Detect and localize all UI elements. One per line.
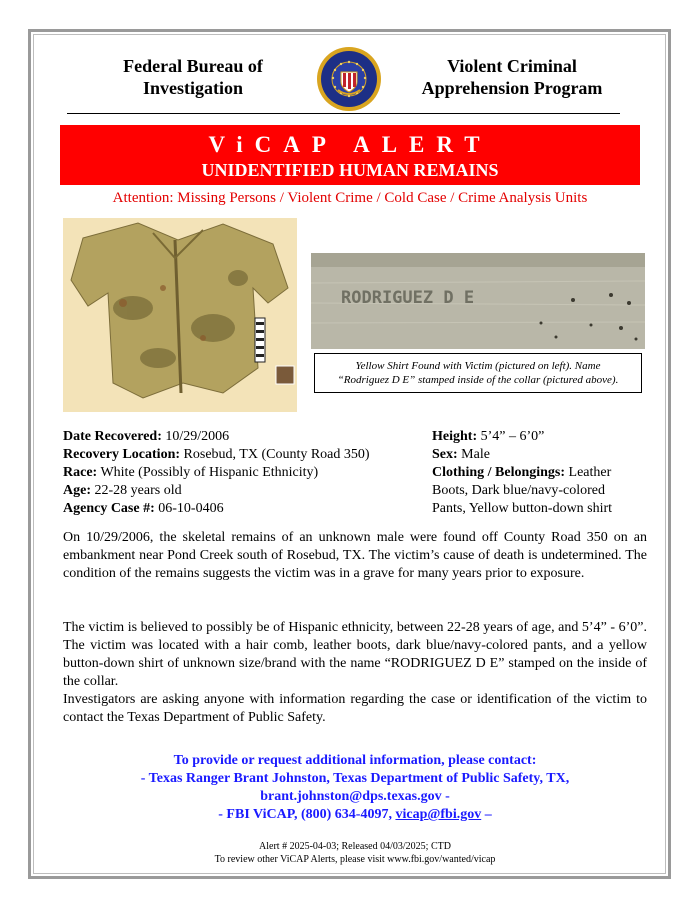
header-right-line2: Apprehension Program	[421, 78, 603, 98]
header-left-line2: Investigation	[142, 78, 243, 98]
header-right	[412, 55, 612, 99]
fbi-seal-icon	[316, 46, 382, 112]
header-left-line1: Federal Bureau of	[123, 56, 263, 76]
shirt-photo	[63, 218, 297, 412]
detail-clothing-cont-2: Pants, Yellow button-down shirt	[432, 501, 613, 516]
contact-texas-ranger: - Texas Ranger Brant Johnston, Texas Department of Public Safety, TX,	[140, 771, 570, 786]
detail-height: Height: 5’4” – 6’0”	[432, 429, 545, 444]
caption-line1: Yellow Shirt Found with Victim (pictured on left). Name	[355, 360, 601, 372]
vicap-email-link[interactable]: vicap@fbi.gov	[395, 807, 482, 822]
banner-title: ViCAP ALERT	[208, 132, 492, 157]
detail-recovery-location: Recovery Location: Rosebud, TX (County Road 350)	[63, 447, 370, 462]
collar-stamp-text: RODRIGUEZ D E	[341, 288, 475, 308]
paragraph-description: The victim is believed to possibly be of Hispanic ethnicity, between 22-28 years of age, and 5’4” - 6’0”. The victim was located with a hair comb, leather boots, dark blue/navy-colored pants, and a yellow button-down shirt of unknown size/brand with the name “RODRIGUEZ D E” stamped on the inside of the collar.	[63, 620, 647, 689]
contact-heading: To provide or request additional information, please contact:	[173, 753, 537, 768]
caption-line2: “Rodriguez D E” stamped inside of the collar (pictured above).	[337, 374, 619, 386]
paragraph-request: Investigators are asking anyone with information regarding the case or identification of the victim to contact the Texas Department of Public Safety.	[63, 692, 647, 725]
paragraph-discovery: On 10/29/2006, the skeletal remains of an unknown male were found off County Road 350 on an embankment near Pond Creek south of Rosebud, TX. The victim’s cause of death is undetermined. The condition of the remains suggests the victim was in a grave for many years prior to exposure.	[63, 530, 647, 581]
contact-fbi-vicap: - FBI ViCAP, (800) 634-4097, vicap@fbi.gov –	[218, 807, 492, 822]
banner-subtitle: UNIDENTIFIED HUMAN REMAINS	[201, 160, 499, 180]
detail-sex: Sex: Male	[432, 447, 490, 462]
contact-block	[63, 752, 647, 824]
header-left	[108, 55, 278, 99]
footer	[63, 840, 647, 866]
detail-clothing: Clothing / Belongings: Leather	[432, 465, 612, 480]
footer-alert-info: Alert # 2025-04-03; Released 04/03/2025; CTD	[259, 841, 451, 852]
detail-date-recovered: Date Recovered: 10/29/2006	[63, 429, 230, 444]
details-right	[432, 428, 647, 518]
footer-website: To review other ViCAP Alerts, please visit www.fbi.gov/wanted/vicap	[214, 854, 496, 865]
detail-agency-case: Agency Case #: 06-10-0406	[63, 501, 224, 516]
detail-race: Race: White (Possibly of Hispanic Ethnicity)	[63, 465, 319, 480]
header-right-line1: Violent Criminal	[447, 56, 577, 76]
header-divider	[67, 113, 620, 114]
detail-age: Age: 22-28 years old	[63, 483, 182, 498]
detail-clothing-cont-1: Boots, Dark blue/navy-colored	[432, 483, 606, 498]
details-left	[63, 428, 423, 518]
alert-banner	[60, 125, 640, 185]
contact-ranger-email[interactable]: brant.johnston@dps.texas.gov -	[260, 789, 450, 804]
collar-stamp-photo	[311, 253, 645, 349]
attention-line: Attention: Missing Persons / Violent Crime / Cold Case / Crime Analysis Units	[112, 190, 588, 206]
photo-caption	[314, 353, 642, 393]
